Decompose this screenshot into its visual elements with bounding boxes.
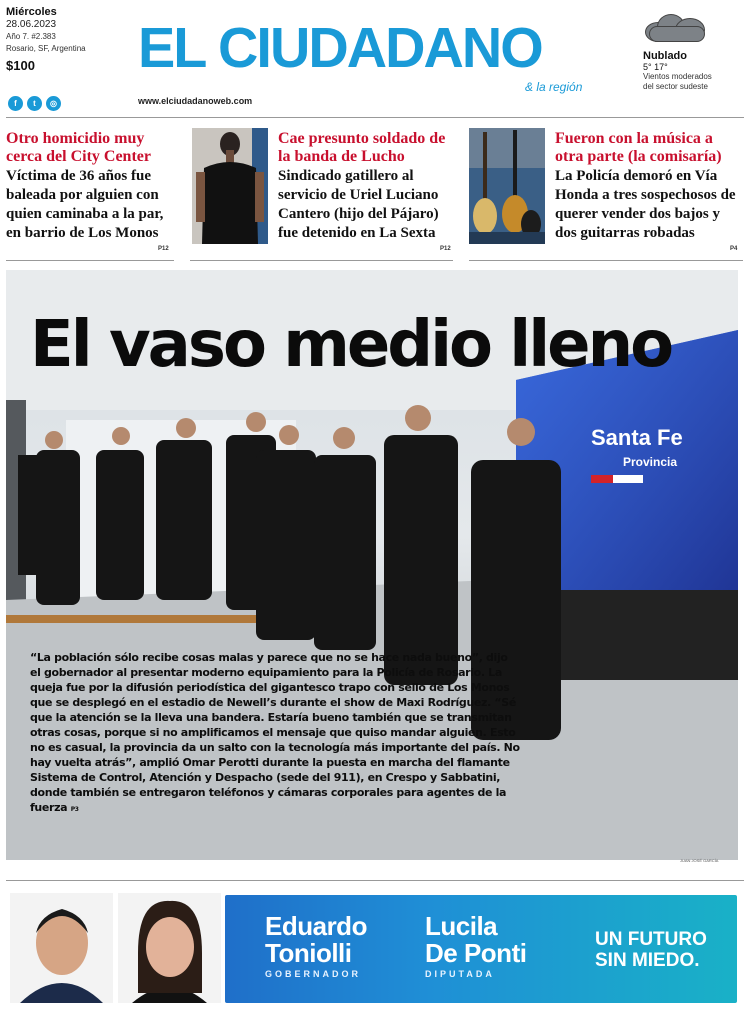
edition-day: Miércoles (6, 6, 57, 18)
teaser-photo-suspect[interactable] (192, 128, 268, 244)
candidate-portrait-1 (10, 893, 113, 1003)
candidate-2-first-name: Lucila (425, 911, 498, 941)
ad-slogan (595, 929, 707, 971)
teaser-body: Víctima de 36 años fue baleada por alguien con quien caminaba a la par, en barrio de Los Monos (6, 168, 164, 241)
teaser-title[interactable]: Cae presunto soldado de la banda de Lucho (278, 130, 446, 165)
masthead-divider (6, 117, 744, 118)
weather-wind-1: Vientos moderados (643, 72, 712, 81)
twitter-icon[interactable]: t (27, 96, 42, 111)
page-ref: P12 (440, 246, 451, 252)
edition-info (6, 6, 116, 73)
candidate-portrait-2 (118, 893, 221, 1003)
main-caption (30, 650, 520, 817)
candidate-2-last-name: De Ponti (425, 938, 527, 968)
teaser-divider (469, 260, 743, 261)
teaser-title[interactable]: Otro homicidio muy cerca del City Center (6, 130, 151, 165)
ad-banner (225, 895, 737, 1003)
teaser-body: La Policía demoró en Vía Honda a tres sospechosos de querer vender dos bajos y dos guitarras robadas (555, 168, 736, 241)
candidate-photo-1 (10, 893, 113, 1003)
suspect-photo-image (192, 128, 268, 244)
weather-widget (643, 12, 747, 92)
newspaper-logo[interactable]: EL CIUDADANO (138, 16, 542, 80)
facebook-icon[interactable]: f (8, 96, 23, 111)
teaser-body: Sindicado gatillero al servicio de Uriel Luciano Cantero (hijo del Pájaro) fue detenido en La Sexta (278, 168, 439, 241)
logo-region-tagline: & la región (525, 80, 583, 94)
ad-divider (6, 880, 744, 881)
candidate-2-role: DIPUTADA (425, 969, 495, 979)
photo-credit: JUAN JOSÉ GARCÍA (680, 858, 719, 863)
main-headline[interactable]: El vaso medio lleno (30, 308, 672, 382)
weather-wind-2: del sector sudeste (643, 82, 708, 91)
weather-condition: Nublado (643, 50, 687, 62)
candidate-2 (425, 913, 526, 979)
screen-brand-subtext: Provincia (623, 455, 678, 469)
teaser-lucho[interactable] (278, 130, 453, 243)
candidate-1-first-name: Eduardo (265, 911, 367, 941)
edition-number: Año 7. #2.383 (6, 32, 56, 41)
weather-temperature: 5° 17° (643, 62, 668, 72)
slogan-line-2: SIN MIEDO. (595, 950, 700, 971)
teaser-divider (6, 260, 174, 261)
page-ref: P4 (730, 246, 738, 252)
guitars-photo-image (469, 128, 545, 244)
edition-location: Rosario, SF, Argentina (6, 44, 86, 53)
teaser-musica[interactable] (555, 130, 743, 243)
candidate-1-last-name: Toniolli (265, 938, 352, 968)
campaign-ad[interactable] (8, 893, 742, 1009)
cloud-icon (643, 12, 707, 42)
slogan-line-1: UN FUTURO (595, 929, 707, 950)
candidate-photo-2 (118, 893, 221, 1003)
edition-price: $100 (6, 58, 35, 73)
teaser-divider (190, 260, 453, 261)
edition-date: 28.06.2023 (6, 19, 57, 30)
teaser-homicidio[interactable] (6, 130, 174, 243)
candidate-1 (265, 913, 367, 979)
website-link[interactable]: www.elciudadanoweb.com (138, 96, 253, 106)
page-ref: P12 (158, 246, 169, 252)
instagram-icon[interactable]: ◎ (46, 96, 61, 111)
screen-brand-text: Santa Fe (591, 425, 683, 450)
teaser-title[interactable]: Fueron con la música a otra parte (la comisaría) (555, 130, 722, 165)
candidate-1-role: GOBERNADOR (265, 969, 362, 979)
caption-text: “La población sólo recibe cosas malas y parece que no se hace nada bueno”, dijo el gobernador al presentar moderno equipamiento para la Policía de Rosario. La queja fue por la difusión periodística del gigantesco trapo con sello de Los Monos que se desplegó en el estadio de Newell’s durante el show de Maxi Rodríguez. “Sé que la atención se la lleva una bandera. Estaría bueno también que se transmitan otras cosas, porque si no amplificamos el mensaje que quiso mandar alguien. Esto no es casual, la provincia da un salto con la tecnología más importante del país. No hay vuelta atrás”, amplió Omar Perotti durante la puesta en marcha del flamante Sistema de Control, Atención y Despacho (sede del 911), en Crespo y Sabbatini, donde también se entregaron teléfonos y cámaras corporales para agentes de la fuerza (30, 651, 520, 814)
teaser-photo-guitars[interactable] (469, 128, 545, 244)
page-ref: P3 (70, 806, 79, 813)
